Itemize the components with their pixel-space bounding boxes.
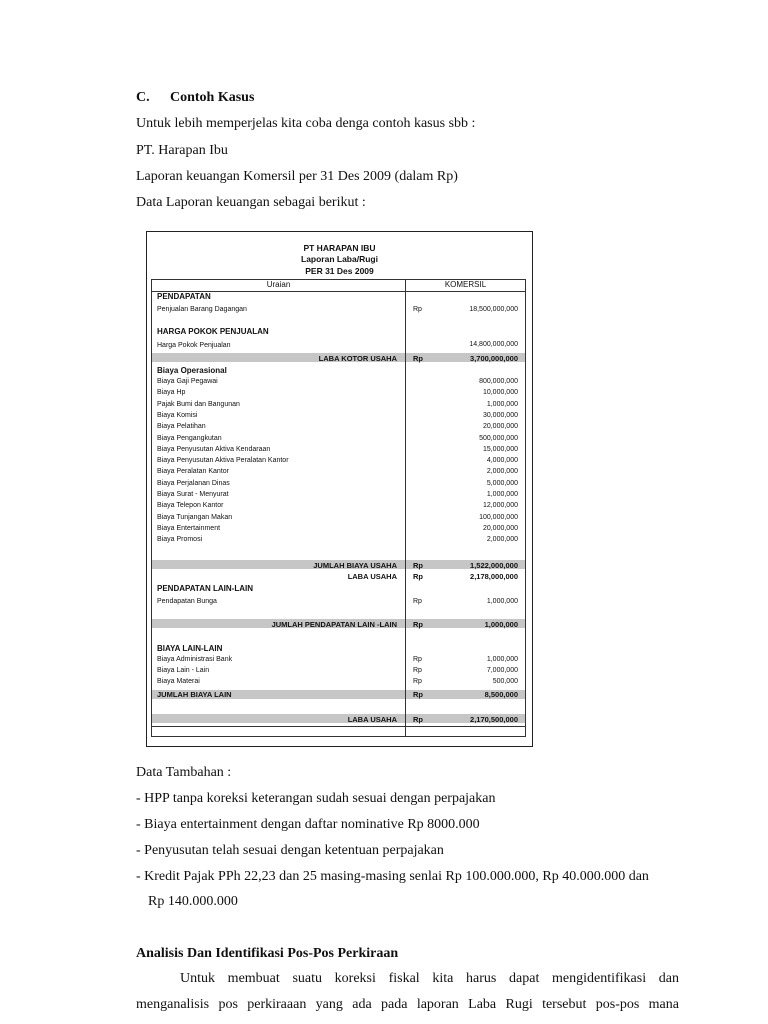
tambahan-item-4-continued: Rp 140.000.000 — [148, 894, 238, 909]
section-pendapatan-lain: PENDAPATAN LAIN-LAIN — [157, 584, 253, 593]
value-penjualan: 18,500,000,000 — [469, 306, 518, 313]
list-item-value: 12,000,000 — [482, 502, 518, 510]
intro-line-1: Untuk lebih memperjelas kita coba denga contoh kasus sbb : — [136, 116, 476, 131]
data-intro-line: Data Laporan keuangan sebagai berikut : — [136, 195, 366, 210]
currency-label: Rp — [413, 656, 422, 663]
section-title: Contoh Kasus — [170, 90, 255, 105]
list-item-value: 800,000,000 — [479, 378, 518, 385]
list-item-value: 1,000,000 — [486, 491, 518, 498]
list-item: Biaya Telepon Kantor — [157, 502, 224, 510]
list-item-value: 30,000,000 — [482, 411, 518, 419]
list-item: Biaya Hp — [157, 389, 186, 397]
list-item: Biaya Pengangkutan — [157, 434, 222, 442]
list-item: Biaya Peralatan Kantor — [157, 468, 229, 476]
label-laba-usaha: LABA USAHA — [347, 572, 397, 581]
list-item: Biaya Tunjangan Makan — [157, 513, 233, 521]
list-item: Biaya Promosi — [157, 536, 203, 544]
list-item-value: 20,000,000 — [482, 423, 518, 431]
list-item-value: 1,000,000 — [486, 656, 518, 663]
section-hpp: HARGA POKOK PENJUALAN — [157, 327, 269, 336]
item-pendapatan-bunga: Pendapatan Bunga — [157, 598, 217, 605]
list-item: Biaya Perjalanan Dinas — [157, 479, 230, 487]
list-item-value: 500,000,000 — [479, 434, 518, 442]
tambahan-item-4: - Kredit Pajak PPh 22,23 dan 25 masing-masing senlai Rp 100.000.000, Rp 40.000.000 dan — [136, 869, 649, 884]
currency-label: Rp — [413, 620, 423, 629]
currency-label: Rp — [413, 678, 422, 685]
list-item: Biaya Surat - Menyurat — [157, 491, 229, 498]
list-item: Biaya Penyusutan Aktiva Kendaraan — [157, 445, 271, 453]
label-jumlah-pendapatan-lain: JUMLAH PENDAPATAN LAIN -LAIN — [271, 620, 397, 629]
section-letter: C. — [136, 90, 150, 105]
label-laba-usaha-akhir: LABA USAHA — [347, 715, 397, 724]
section-heading — [136, 90, 254, 106]
label-jumlah-biaya-lain: JUMLAH BIAYA LAIN — [157, 690, 232, 699]
list-item-value: 5,000,000 — [486, 479, 518, 487]
list-item-value: 2,000,000 — [486, 536, 518, 544]
value-jumlah-biaya-lain: 8,500,000 — [484, 690, 518, 699]
list-item: Biaya Komisi — [157, 411, 198, 419]
label-jumlah-biaya-usaha: JUMLAH BIAYA USAHA — [313, 561, 397, 570]
value-laba-usaha-akhir: 2,170,500,000 — [470, 715, 518, 724]
tambahan-item-3: - Penyusutan telah sesuai dengan ketentuan perpajakan — [136, 843, 444, 858]
section-biaya-operasional: Biaya Operasional — [157, 366, 227, 375]
list-item: Biaya Penyusutan Aktiva Peralatan Kantor — [157, 457, 289, 465]
analisis-heading: Analisis Dan Identifikasi Pos-Pos Perkiraan — [136, 946, 399, 961]
item-penjualan: Penjualan Barang Dagangan — [157, 306, 247, 313]
list-item-value: 4,000,000 — [486, 457, 518, 465]
currency-label: Rp — [413, 667, 422, 674]
list-item-value: 15,000,000 — [482, 445, 518, 453]
value-hpp: 14,800,000,000 — [469, 341, 518, 348]
list-item-value: 7,000,000 — [486, 667, 518, 674]
currency-label: Rp — [413, 306, 422, 313]
value-jumlah-biaya-usaha: 1,522,000,000 — [470, 561, 518, 570]
statement-company: PT HARAPAN IBU — [303, 243, 376, 253]
list-item: Biaya Lain - Lain — [157, 667, 210, 674]
currency-label: Rp — [413, 690, 423, 699]
row-divider — [152, 726, 525, 727]
report-description-line: Laporan keuangan Komersil per 31 Des 2009 (dalam Rp) — [136, 169, 458, 184]
list-item-value: 2,000,000 — [486, 468, 518, 476]
list-item: Biaya Materai — [157, 678, 200, 685]
list-item: Biaya Pelatihan — [157, 423, 206, 431]
list-item: Biaya Entertainment — [157, 524, 221, 532]
analisis-paragraph-line-1: Untuk membuat suatu koreksi fiskal kita harus dapat mengidentifikasi dan — [180, 971, 679, 986]
value-laba-kotor: 3,700,000,000 — [470, 354, 518, 363]
tambahan-title: Data Tambahan : — [136, 765, 232, 780]
list-item-value: 10,000,000 — [482, 389, 518, 397]
list-item: Pajak Bumi dan Bangunan — [157, 400, 240, 408]
currency-label: Rp — [413, 354, 423, 363]
item-hpp: Harga Pokok Penjualan — [157, 342, 231, 349]
list-item-value: 20,000,000 — [482, 524, 518, 532]
column-header-komersil: KOMERSIL — [444, 280, 487, 289]
currency-label: Rp — [413, 561, 423, 570]
list-item-value: 100,000,000 — [479, 513, 518, 521]
column-header-uraian: Uraian — [266, 280, 291, 289]
label-laba-kotor: LABA KOTOR USAHA — [318, 354, 397, 363]
statement-period: PER 31 Des 2009 — [305, 266, 374, 276]
list-item: Biaya Administrasi Bank — [157, 656, 233, 663]
list-item: Biaya Gaji Pegawai — [157, 378, 218, 385]
column-divider — [405, 280, 406, 736]
currency-label: Rp — [413, 598, 422, 605]
analisis-paragraph-line-2: menganalisis pos perkiraaan yang ada pada laporan Laba Rugi tersebut pos-pos mana — [136, 997, 679, 1012]
section-biaya-lain: BIAYA LAIN-LAIN — [157, 644, 223, 653]
value-jumlah-pendapatan-lain: 1,000,000 — [484, 620, 518, 629]
value-pendapatan-bunga: 1,000,000 — [486, 598, 518, 605]
section-pendapatan: PENDAPATAN — [157, 292, 211, 301]
tambahan-item-2: - Biaya entertainment dengan daftar nominative Rp 8000.000 — [136, 817, 480, 832]
table-header — [152, 280, 525, 292]
income-statement-table — [151, 279, 526, 737]
income-statement-figure — [146, 231, 533, 747]
value-laba-usaha: 2,178,000,000 — [470, 572, 518, 581]
statement-name: Laporan Laba/Rugi — [301, 254, 378, 264]
currency-label: Rp — [413, 572, 423, 581]
tambahan-item-1: - HPP tanpa koreksi keterangan sudah sesuai dengan perpajakan — [136, 791, 496, 806]
list-item-value: 500,000 — [492, 678, 518, 685]
company-name-line: PT. Harapan Ibu — [136, 143, 228, 158]
list-item-value: 1,000,000 — [486, 400, 518, 408]
currency-label: Rp — [413, 715, 423, 724]
